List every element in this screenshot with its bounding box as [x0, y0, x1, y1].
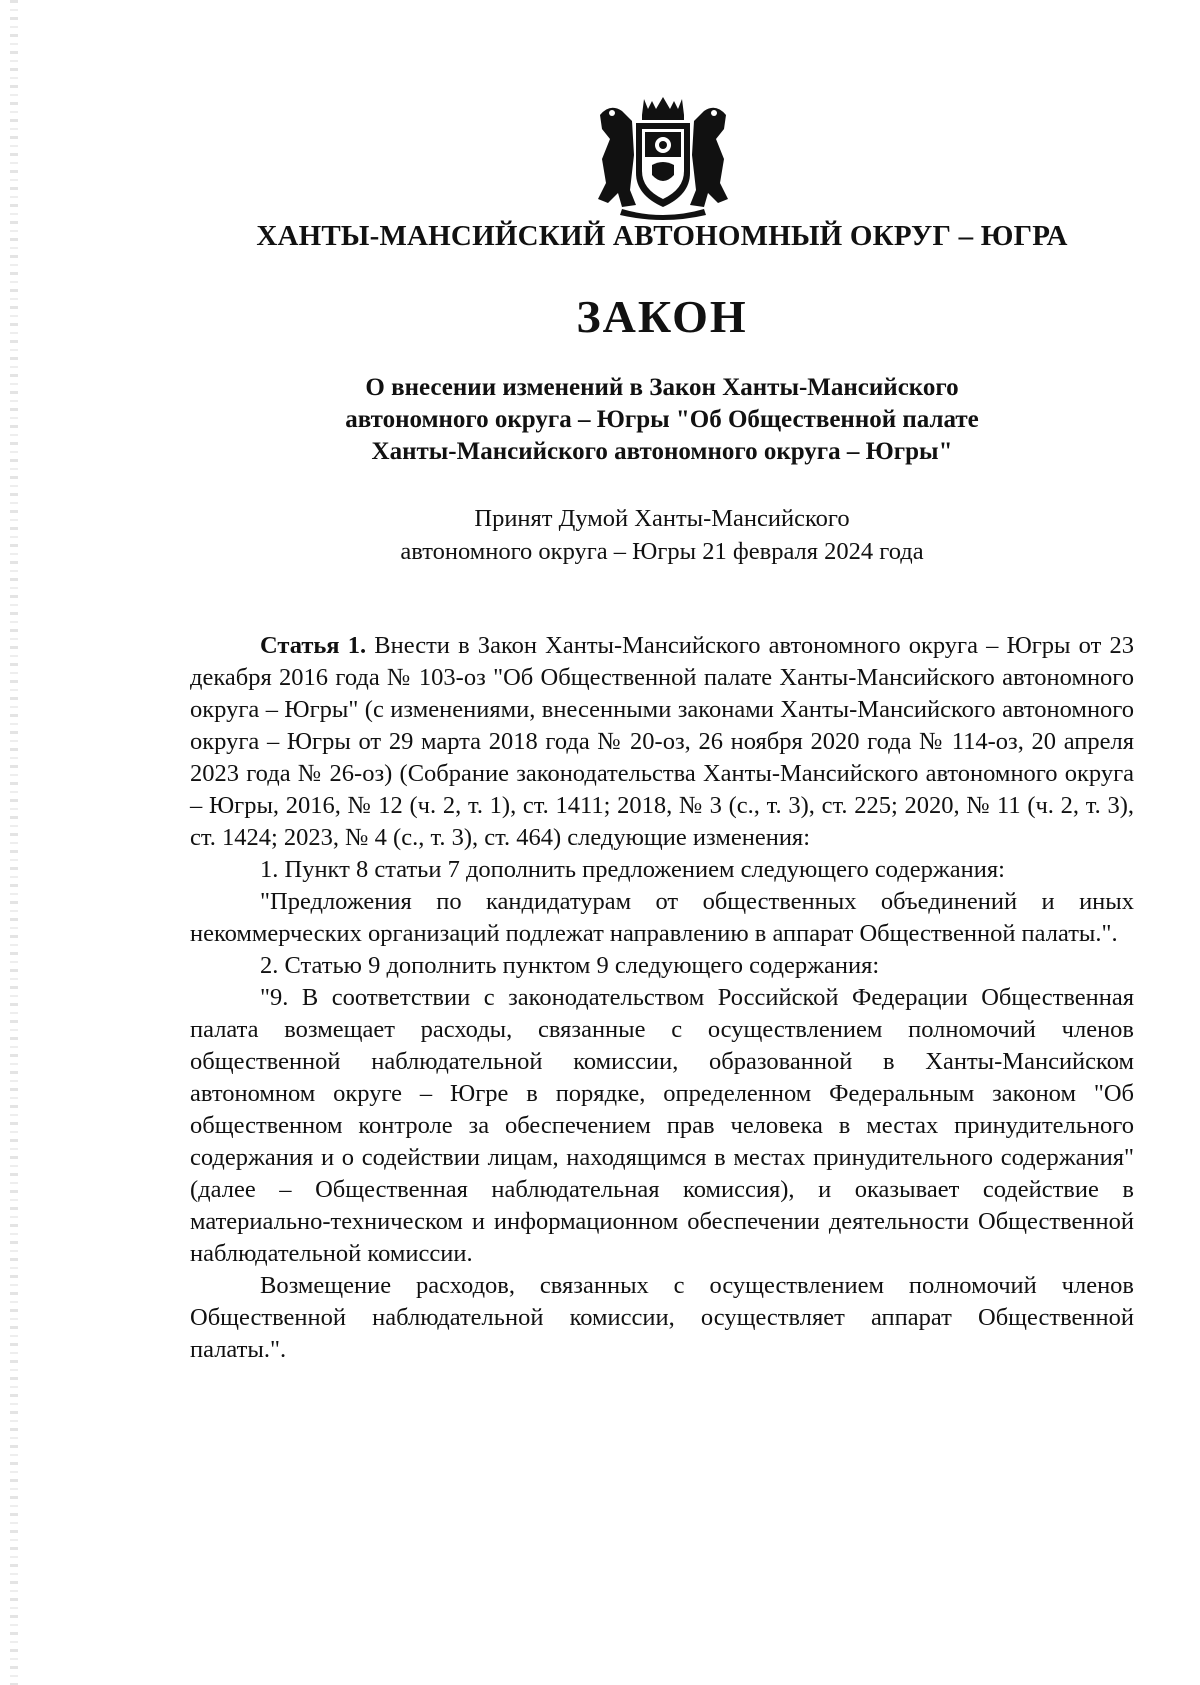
amendment-paragraph: "9. В соответствии с законодательством Российской Федерации Общественная палата возмещает расходы, связанные с осуществлением полномочий членов общественной наблюдательной комиссии, образованной в Ханты-Мансийском автономном округе – Югре в порядке, определенном Федеральным законом "Об общественном контроле за обеспечением прав человека в местах принудительного содержания и о содействии лицам, находящимся в местах принудительного содержания" (далее – Общественная наблюдательная комиссия), и оказывает содействие в материально-техническом и информационном обеспечении деятельности Общественной наблюдательной комиссии.: [190, 984, 1134, 1267]
law-subject: [190, 372, 1134, 468]
adoption-note: [190, 502, 1134, 568]
amendment-paragraph: 1. Пункт 8 статьи 7 дополнить предложением следующего содержания:: [260, 856, 1005, 883]
scan-edge-artifact: [10, 0, 18, 1685]
law-subject-line: Ханты-Мансийского автономного округа – Югры": [371, 438, 953, 465]
region-name: ХАНТЫ-МАНСИЙСКИЙ АВТОНОМНЫЙ ОКРУГ – ЮГРА: [256, 220, 1068, 252]
amendment-paragraph: "Предложения по кандидатурам от общественных объединений и иных некоммерческих организаций подлежат направлению в аппарат Общественной палаты.".: [190, 888, 1134, 947]
law-subject-line: О внесении изменений в Закон Ханты-Мансийского: [365, 374, 959, 401]
adoption-note-line: Принят Думой Ханты-Мансийского: [474, 505, 850, 532]
article-body: [190, 630, 1134, 1366]
law-subject-line: автономного округа – Югры "Об Общественной палате: [345, 406, 979, 433]
amendment-paragraph: Возмещение расходов, связанных с осуществлением полномочий членов Общественной наблюдательной комиссии, осуществляет аппарат Общественной палаты.".: [190, 1272, 1134, 1363]
document-type-title: ЗАКОН: [576, 291, 748, 342]
article-intro-paragraph: [190, 630, 1134, 854]
coat-of-arms-icon: [592, 95, 734, 220]
article-label: Статья 1.: [260, 632, 367, 659]
adoption-note-line: автономного округа – Югры 21 февраля 2024 года: [400, 538, 924, 565]
article-intro-text: Внести в Закон Ханты-Мансийского автономного округа – Югры от 23 декабря 2016 года № 103-оз "Об Общественной палате Ханты-Мансийского автономного округа – Югры" (с изменениями, внесенными законами Ханты-Мансийского автономного округа – Югры от 29 марта 2018 года № 20-оз, 26 ноября 2020 года № 114-оз, 20 апреля 2023 года № 26-оз) (Собрание законодательства Ханты-Мансийского автономного округа – Югры, 2016, № 12 (ч. 2, т. 1), ст. 1411; 2018, № 3 (с., т. 3), ст. 225; 2020, № 11 (ч. 2, т. 3), ст. 1424; 2023, № 4 (с., т. 3), ст. 464) следующие изменения:: [190, 632, 1134, 851]
amendment-paragraph: 2. Статью 9 дополнить пунктом 9 следующего содержания:: [260, 952, 880, 979]
